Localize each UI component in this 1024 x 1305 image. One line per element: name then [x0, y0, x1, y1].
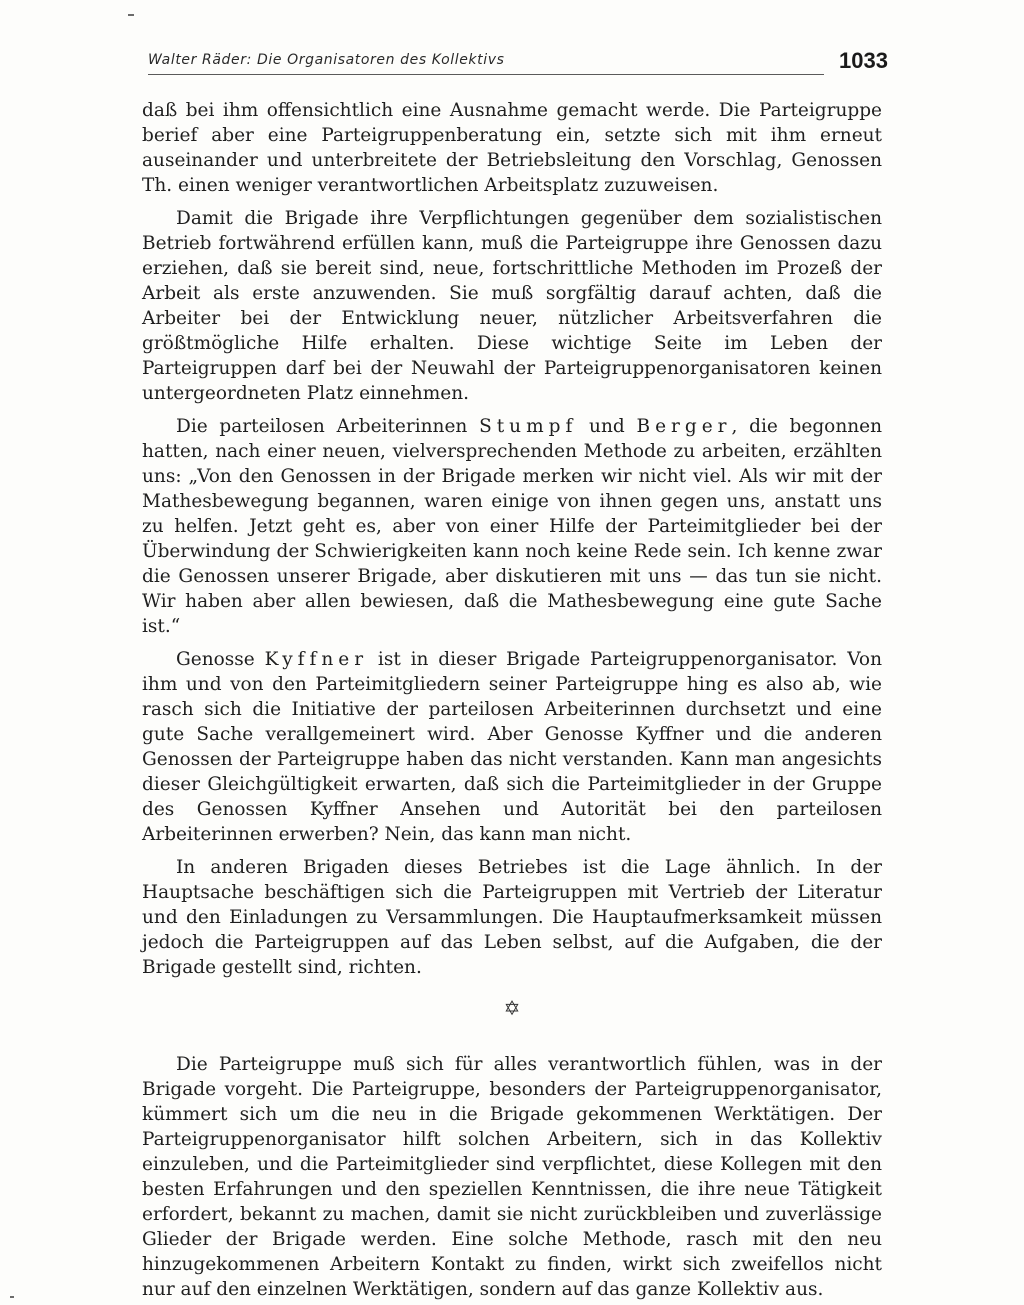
- paragraph-text: , die begonnen hatten, nach einer neuen, vielversprechenden Methode zu arbeiten, erzählten uns: „Von den Genossen in der Brigade merken wir nicht viel. Als wir mit der Mathesbewegung begannen, waren einige von ihnen gegen uns, anstatt uns zu helfen. Jetzt geht es, aber von einer Hilfe der Parteimitglieder bei der Überwindung der Schwierigkeiten kann noch keine Rede sein. Ich kenne zwar die Genossen unserer Brigade, aber diskutieren mit uns — das tun sie nicht. Wir haben aber allen bewiesen, daß die Mathesbewegung eine gute Sache ist.“: [142, 416, 883, 637]
- paragraph-text: Genosse: [176, 649, 265, 670]
- paragraph: [142, 414, 882, 639]
- person-name: Berger: [636, 416, 732, 437]
- person-name: Kyffner: [264, 649, 369, 670]
- section-divider-icon: ✡: [503, 996, 521, 1020]
- paragraph: Damit die Brigade ihre Verpflichtungen gegenüber dem sozialistischen Betrieb fortwährend erfüllen kann, muß die Parteigruppe ihre Genossen dazu erziehen, daß sie bereit sind, neue, fortschrittliche Methoden im Prozeß der Arbeit als erste anzuwenden. Sie muß sorgfältig darauf achten, daß die Arbeiter bei der Entwicklung neuer, nützlicher Arbeitsverfahren die größtmögliche Hilfe erhalten. Diese wichtige Seite im Leben der Parteigruppen darf bei der Neuwahl der Parteigruppenorganisatoren keinen untergeordneten Platz einnehmen.: [142, 208, 882, 404]
- scan-mark: [10, 1296, 14, 1298]
- running-header: [148, 48, 888, 82]
- paragraph: In anderen Brigaden dieses Betriebes ist die Lage ähnlich. In der Hauptsache beschäftigen sich die Parteigruppen mit Vertrieb der Literatur und den Einladungen zu Versammlungen. Die Hauptaufmerksamkeit müssen jedoch die Parteigruppen auf das Leben selbst, auf die Aufgaben, die der Brigade gestellt sind, richten.: [142, 857, 882, 978]
- header-rule: [148, 74, 824, 75]
- scan-mark: [128, 14, 134, 16]
- paragraph: Die Parteigruppe muß sich für alles verantwortlich fühlen, was in der Brigade vorgeht. Die Parteigruppe, besonders der Parteigruppenorganisator, kümmert sich um die neu in die Brigade gekommenen Werktätigen. Der Parteigruppenorganisator hilft solchen Arbeitern, sich in das Kollektiv einzuleben, und die Parteimitglieder sind verpflichtet, diese Kollegen mit den besten Erfahrungen und den speziellen Kenntnissen, die ihre neue Tätigkeit erfordert, bekannt zu machen, damit sie nicht zurückbleiben und zuverlässige Glieder der Brigade werden. Eine solche Methode, rasch mit den neu hinzugekommenen Arbeitern Kontakt zu finden, wirkt sich zweifellos nicht nur auf den einzelnen Werktätigen, sondern auf das ganze Kollektiv aus.: [142, 1054, 882, 1300]
- paragraph: [142, 647, 882, 847]
- paragraph-text: ist in dieser Brigade Parteigruppenorganisator. Von ihm und von den Parteimitgliedern seiner Parteigruppe hing es also ab, wie rasch sich die Initiative der parteilosen Arbeiterinnen durchsetzt und eine gute Sache verallgemeinert wird. Aber Genosse Kyffner und die anderen Genossen der Parteigruppe haben das nicht verstanden. Kann man angesichts dieser Gleichgültigkeit erwarten, daß sich die Parteimitglieder in der Gruppe des Genossen Kyffner Ansehen und Autorität bei den parteilosen Arbeiterinnen erwerben? Nein, das kann man nicht.: [142, 649, 882, 845]
- paragraph-text: Die parteilosen Arbeiterinnen: [176, 416, 480, 437]
- paragraph: daß bei ihm offensichtlich eine Ausnahme gemacht werde. Die Parteigruppe berief aber eine Parteigruppenberatung ein, setzte sich mit ihm erneut auseinander und unterbreitete der Betriebsleitung den Vorschlag, Genossen Th. einen weniger verantwortlichen Arbeitsplatz zuzuweisen.: [142, 100, 882, 196]
- paragraph-text: und: [577, 416, 637, 437]
- running-title: Walter Räder: Die Organisatoren des Kollektivs: [148, 52, 505, 68]
- body-text: [142, 98, 882, 1302]
- page-number: 1033: [839, 48, 888, 73]
- person-name: Stumpf: [479, 416, 578, 437]
